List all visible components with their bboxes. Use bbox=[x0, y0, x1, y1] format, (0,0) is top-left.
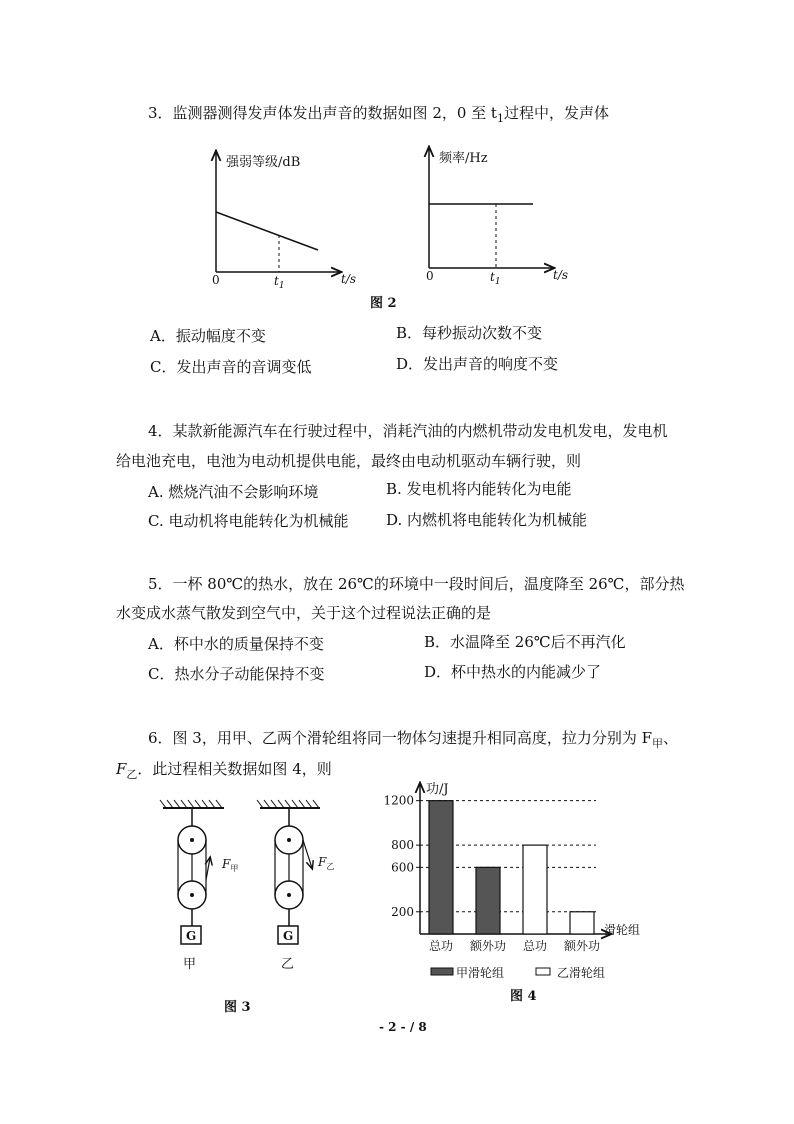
fig2-caption: 图 2 bbox=[370, 296, 397, 311]
force-label-jia: $F_甲$ bbox=[222, 857, 239, 873]
label-yi: 乙 bbox=[281, 957, 295, 972]
q3-stem-text: 3．监测器测得发声体发出声音的数据如图 2，0 至 t bbox=[148, 104, 497, 122]
left-origin: 0 bbox=[212, 273, 220, 287]
x-tick-label: 额外功 bbox=[469, 939, 507, 953]
chart-legend bbox=[431, 965, 605, 980]
right-t1: $t_1$ bbox=[490, 270, 501, 287]
right-origin: 0 bbox=[426, 269, 434, 283]
q4-option-d[interactable]: D. 内燃机将电能转化为机械能 bbox=[386, 511, 588, 529]
force-label-yi: $F_乙$ bbox=[318, 855, 335, 871]
q5-option-b[interactable]: B．水温降至 26℃后不再汽化 bbox=[424, 633, 626, 651]
q4-line2: 给电池充电，电池为电动机提供电能，最终由电动机驱动车辆行驶，则 bbox=[116, 452, 582, 470]
left-xlabel: t/s bbox=[341, 272, 357, 286]
q4-line1: 4．某款新能源汽车在行驶过程中，消耗汽油的内燃机带动发电机发电，发电机 bbox=[148, 422, 668, 440]
q3-stem-end: 过程中，发声体 bbox=[503, 104, 609, 122]
label-jia: 甲 bbox=[183, 957, 197, 972]
q5-line1: 5．一杯 80℃的热水，放在 26℃的环境中一段时间后，温度降至 26℃，部分热 bbox=[148, 575, 685, 593]
q6-line1-sub: 甲 bbox=[652, 737, 664, 750]
q3-stem-sub: 1 bbox=[496, 112, 504, 125]
q4-option-c[interactable]: C. 电动机将电能转化为机械能 bbox=[148, 512, 349, 530]
q3-option-d[interactable]: D．发出声音的响度不变 bbox=[396, 355, 559, 373]
q3-option-a[interactable]: A．振动幅度不变 bbox=[150, 327, 266, 345]
bar-yi-3 bbox=[570, 912, 594, 934]
q3-option-b[interactable]: B．每秒振动次数不变 bbox=[396, 324, 543, 342]
q5-line2: 水变成水蒸气散发到空气中，关于这个过程说法正确的是 bbox=[116, 604, 492, 622]
q5-option-d[interactable]: D．杯中热水的内能减少了 bbox=[424, 663, 602, 681]
page-number: - 2 - / 8 bbox=[379, 1020, 427, 1034]
x-tick-label: 额外功 bbox=[563, 939, 601, 953]
chart-ylabel: 功/J bbox=[426, 782, 449, 797]
y-tick-label: 800 bbox=[391, 838, 414, 853]
q6-line2-sub: 乙 bbox=[126, 768, 138, 781]
right-xlabel: t/s bbox=[553, 268, 569, 282]
y-tick-label: 200 bbox=[391, 904, 414, 919]
x-tick-label: 总功 bbox=[428, 939, 454, 953]
q6-line2-text: F bbox=[116, 760, 127, 778]
fig4-caption: 图 4 bbox=[510, 989, 537, 1004]
y-tick-label: 1200 bbox=[383, 793, 414, 808]
fig3-caption: 图 3 bbox=[224, 1000, 251, 1015]
left-t1: $t_1$ bbox=[274, 274, 285, 291]
bar-jia-1 bbox=[476, 867, 500, 934]
q5-option-c[interactable]: C．热水分子动能保持不变 bbox=[148, 665, 325, 683]
q4-option-a[interactable]: A. 燃烧汽油不会影响环境 bbox=[148, 483, 319, 501]
weight-label: G bbox=[283, 929, 294, 943]
legend-swatch-yi bbox=[536, 968, 550, 975]
q6-line1-text: 6．图 3，用甲、乙两个滑轮组将同一物体匀速提升相同高度，拉力分别为 F bbox=[148, 729, 653, 747]
q6-line1-end: 、 bbox=[663, 729, 679, 747]
weight-label: G bbox=[186, 929, 197, 943]
chart-xlabel: 滑轮组 bbox=[604, 923, 641, 937]
x-tick-label: 总功 bbox=[522, 939, 548, 953]
q6-line2-end: ．此过程相关数据如图 4，则 bbox=[137, 760, 332, 778]
left-ylabel: 强弱等级/dB bbox=[226, 155, 301, 170]
bar-jia-0 bbox=[429, 801, 453, 934]
q5-option-a[interactable]: A．杯中水的质量保持不变 bbox=[148, 635, 324, 653]
bar-yi-2 bbox=[523, 845, 547, 934]
legend-label-jia: 甲滑轮组 bbox=[456, 966, 505, 980]
right-ylabel: 频率/Hz bbox=[439, 151, 488, 166]
legend-label-yi: 乙滑轮组 bbox=[557, 966, 606, 980]
legend-swatch-jia bbox=[431, 968, 453, 975]
q3-option-c[interactable]: C．发出声音的音调变低 bbox=[150, 358, 312, 376]
q4-option-b[interactable]: B. 发电机将内能转化为电能 bbox=[386, 480, 572, 498]
y-tick-label: 600 bbox=[391, 860, 414, 875]
